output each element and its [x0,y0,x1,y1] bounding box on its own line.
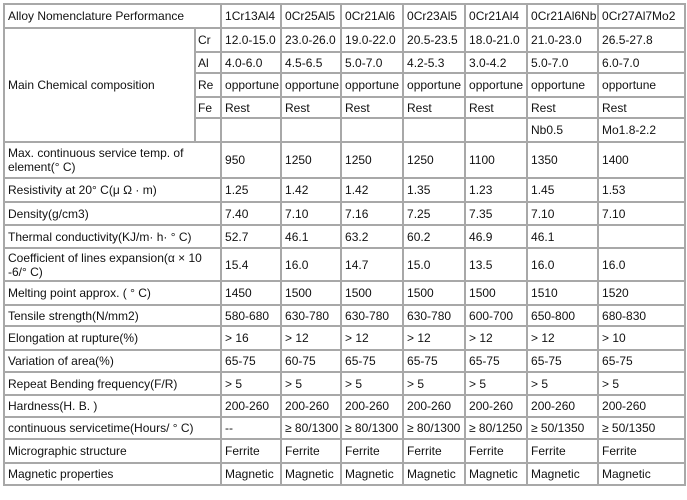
property-label: Elongation at rupture(%) [4,326,221,350]
property-label: Magnetic properties [4,463,221,485]
property-label: Variation of area(%) [4,350,221,372]
property-value: 15.4 [221,248,281,281]
composition-value: opportune [341,73,403,97]
composition-value [221,118,281,142]
alloy-spec-table [3,3,686,486]
property-value: > 5 [598,372,685,395]
property-value: 60.2 [403,225,465,248]
property-value: ≥ 50/1350 [598,417,685,439]
composition-value: Rest [527,97,598,118]
property-row [4,142,685,178]
property-value: 65-75 [598,350,685,372]
composition-value: opportune [598,73,685,97]
property-label: Tensile strength(N/mm2) [4,305,221,326]
property-value: > 12 [341,326,403,350]
property-label: Thermal conductivity(KJ/m· h· ° C) [4,225,221,248]
property-value: Ferrite [527,439,598,463]
property-row [4,305,685,326]
property-value: Magnetic [341,463,403,485]
property-value: 950 [221,142,281,178]
property-value: 7.10 [281,202,341,225]
property-value: 16.0 [527,248,598,281]
property-value: 52.7 [221,225,281,248]
property-value: > 12 [527,326,598,350]
property-value: 65-75 [527,350,598,372]
property-value: Magnetic [281,463,341,485]
property-value: -- [221,417,281,439]
composition-value: 18.0-21.0 [465,28,527,52]
composition-value: opportune [465,73,527,97]
property-row [4,372,685,395]
composition-value: Mo1.8-2.2 [598,118,685,142]
property-value: 16.0 [598,248,685,281]
property-value: Ferrite [403,439,465,463]
property-label: Micrographic structure [4,439,221,463]
property-row [4,178,685,202]
header-label: Alloy Nomenclature Performance [4,4,221,28]
property-value: Ferrite [281,439,341,463]
property-value: 630-780 [281,305,341,326]
alloy-header: 0Cr21Al6Nb [527,4,598,28]
property-value: ≥ 80/1300 [281,417,341,439]
property-value: 7.10 [527,202,598,225]
composition-value: 4.2-5.3 [403,52,465,73]
property-label: Melting point approx. ( ° C) [4,281,221,305]
property-value: > 10 [598,326,685,350]
composition-value: opportune [403,73,465,97]
property-value: 7.16 [341,202,403,225]
property-value: 60-75 [281,350,341,372]
property-row [4,350,685,372]
composition-value: Rest [221,97,281,118]
alloy-header: 0Cr27Al7Mo2 [598,4,685,28]
property-value: 680-830 [598,305,685,326]
composition-value: opportune [281,73,341,97]
composition-value: 6.0-7.0 [598,52,685,73]
composition-value: 19.0-22.0 [341,28,403,52]
property-row [4,202,685,225]
alloy-header: 0Cr21Al4 [465,4,527,28]
property-label: continuous servicetime(Hours/ ° C) [4,417,221,439]
property-value: 1520 [598,281,685,305]
composition-value: opportune [527,73,598,97]
property-value: 1500 [465,281,527,305]
property-value: 200-260 [598,395,685,417]
composition-value: 4.5-6.5 [281,52,341,73]
property-row [4,417,685,439]
property-value: 14.7 [341,248,403,281]
property-label: Density(g/cm3) [4,202,221,225]
property-value: > 12 [281,326,341,350]
composition-value: 5.0-7.0 [341,52,403,73]
property-value: 200-260 [221,395,281,417]
property-value: Ferrite [465,439,527,463]
property-value: 1.45 [527,178,598,202]
alloy-header: 1Cr13Al4 [221,4,281,28]
property-value: 46.1 [281,225,341,248]
property-value: 1.35 [403,178,465,202]
composition-value: Nb0.5 [527,118,598,142]
property-value: 200-260 [527,395,598,417]
composition-value: 12.0-15.0 [221,28,281,52]
composition-value [281,118,341,142]
property-value: 200-260 [465,395,527,417]
property-value: 630-780 [341,305,403,326]
property-value: 580-680 [221,305,281,326]
composition-value: 5.0-7.0 [527,52,598,73]
property-value: 65-75 [403,350,465,372]
property-value: 13.5 [465,248,527,281]
property-value: > 5 [341,372,403,395]
property-value: 1250 [281,142,341,178]
element-symbol: Fe [195,97,221,118]
composition-value: Rest [465,97,527,118]
property-value: Ferrite [598,439,685,463]
property-value: Magnetic [527,463,598,485]
element-symbol [195,118,221,142]
property-value: 1100 [465,142,527,178]
header-row [4,4,685,28]
property-label: Max. continuous service temp. of element(° C) [4,142,221,178]
composition-value [465,118,527,142]
property-value: 15.0 [403,248,465,281]
property-value: 200-260 [281,395,341,417]
property-value: 1500 [403,281,465,305]
property-value: 7.25 [403,202,465,225]
alloy-header: 0Cr25Al5 [281,4,341,28]
composition-value [403,118,465,142]
property-row [4,463,685,485]
element-symbol: Re [195,73,221,97]
property-value: 1510 [527,281,598,305]
property-value: ≥ 80/1300 [341,417,403,439]
property-value: 1500 [341,281,403,305]
property-value: 1400 [598,142,685,178]
property-value: 600-700 [465,305,527,326]
property-value: Ferrite [341,439,403,463]
property-value: > 16 [221,326,281,350]
property-label: Hardness(H. B. ) [4,395,221,417]
property-value: 630-780 [403,305,465,326]
property-value: 46.1 [527,225,598,248]
property-value: 1.23 [465,178,527,202]
element-symbol: Al [195,52,221,73]
property-value: ≥ 80/1250 [465,417,527,439]
property-value: 1.42 [341,178,403,202]
property-value: Ferrite [221,439,281,463]
composition-value [341,118,403,142]
property-value: > 5 [403,372,465,395]
property-value: 65-75 [221,350,281,372]
property-value: ≥ 80/1300 [403,417,465,439]
property-value: 1350 [527,142,598,178]
composition-value: 4.0-6.0 [221,52,281,73]
property-row [4,326,685,350]
property-value: 7.35 [465,202,527,225]
property-value: 1.53 [598,178,685,202]
property-value: 65-75 [465,350,527,372]
alloy-header: 0Cr21Al6 [341,4,403,28]
composition-value: 3.0-4.2 [465,52,527,73]
property-value: Magnetic [403,463,465,485]
property-value: 7.40 [221,202,281,225]
property-row [4,439,685,463]
property-value: > 5 [465,372,527,395]
alloy-header: 0Cr23Al5 [403,4,465,28]
property-value: 1.25 [221,178,281,202]
property-value: 200-260 [341,395,403,417]
property-value: 16.0 [281,248,341,281]
property-value: > 5 [221,372,281,395]
property-value: 46.9 [465,225,527,248]
property-value: 650-800 [527,305,598,326]
property-value: Magnetic [465,463,527,485]
property-value: > 5 [281,372,341,395]
property-value: Magnetic [221,463,281,485]
property-value: 1250 [403,142,465,178]
property-value: 1450 [221,281,281,305]
composition-value: 26.5-27.8 [598,28,685,52]
property-label: Coefficient of lines expansion(α × 10 -6/° C) [4,248,221,281]
composition-value: 23.0-26.0 [281,28,341,52]
property-label: Repeat Bending frequency(F/R) [4,372,221,395]
property-value: 63.2 [341,225,403,248]
composition-value: 21.0-23.0 [527,28,598,52]
composition-value: Rest [403,97,465,118]
property-value: 65-75 [341,350,403,372]
property-value: 1.42 [281,178,341,202]
element-symbol: Cr [195,28,221,52]
property-row [4,281,685,305]
property-value: > 12 [465,326,527,350]
composition-value: Rest [598,97,685,118]
property-value: ≥ 50/1350 [527,417,598,439]
property-row [4,248,685,281]
property-value: > 12 [403,326,465,350]
property-value [598,225,685,248]
property-row [4,225,685,248]
property-row [4,395,685,417]
property-value: 200-260 [403,395,465,417]
composition-value: opportune [221,73,281,97]
composition-value: 20.5-23.5 [403,28,465,52]
composition-label: Main Chemical composition [4,28,195,142]
composition-value: Rest [341,97,403,118]
property-value: 7.10 [598,202,685,225]
property-value: 1250 [341,142,403,178]
composition-value: Rest [281,97,341,118]
property-value: Magnetic [598,463,685,485]
property-value: > 5 [527,372,598,395]
table-body [4,4,685,485]
property-label: Resistivity at 20° C(μ Ω · m) [4,178,221,202]
property-value: 1500 [281,281,341,305]
composition-row [4,28,685,52]
